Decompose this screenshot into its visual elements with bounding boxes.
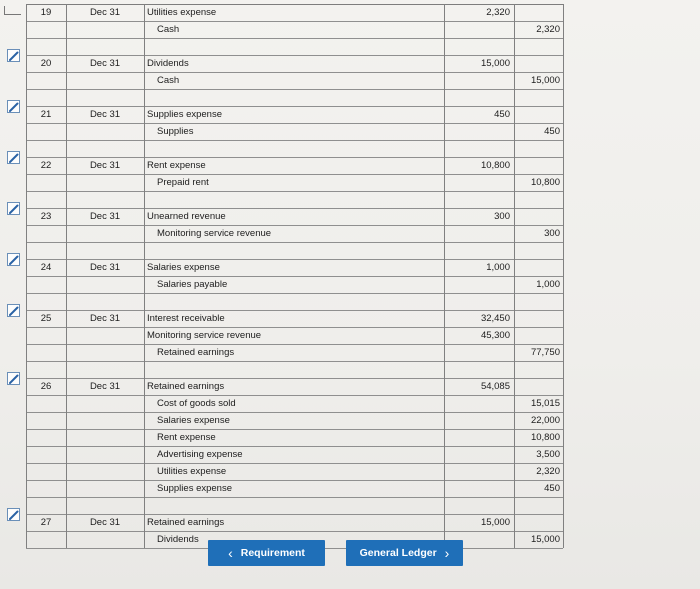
entry-date[interactable]: Dec 31 xyxy=(89,7,121,18)
credit-field[interactable] xyxy=(514,56,563,72)
debit-field[interactable] xyxy=(444,124,514,140)
debit-field[interactable] xyxy=(444,498,514,514)
entry-date-empty[interactable] xyxy=(66,413,144,429)
table-row xyxy=(26,107,563,124)
entry-number: 21 xyxy=(40,109,52,120)
column-divider xyxy=(26,4,27,548)
debit-field[interactable] xyxy=(444,413,514,429)
entry-date-empty[interactable] xyxy=(66,294,144,310)
entry-number-empty xyxy=(26,22,66,38)
check-icon xyxy=(7,100,20,113)
credit-field[interactable]: 450 xyxy=(544,126,560,137)
entry-number-empty xyxy=(26,430,66,446)
credit-field[interactable]: 1,000 xyxy=(536,279,560,290)
debit-field[interactable] xyxy=(444,192,514,208)
journal-entry xyxy=(26,209,563,260)
entry-date-empty[interactable] xyxy=(66,498,144,514)
entry-date-empty[interactable] xyxy=(66,192,144,208)
account-field[interactable]: Utilities expense xyxy=(157,466,227,477)
entry-number-empty xyxy=(26,277,66,293)
entry-date-empty[interactable] xyxy=(66,464,144,480)
table-row xyxy=(26,447,563,464)
journal-entry xyxy=(26,107,563,158)
debit-field[interactable] xyxy=(444,39,514,55)
account-field[interactable]: Rent expense xyxy=(147,160,206,171)
credit-field[interactable]: 2,320 xyxy=(536,24,560,35)
credit-field[interactable]: 22,000 xyxy=(530,415,560,426)
account-field[interactable] xyxy=(144,294,444,310)
entry-number-empty xyxy=(26,345,66,361)
account-field[interactable] xyxy=(144,498,444,514)
requirement-button[interactable] xyxy=(208,540,325,566)
debit-field[interactable]: 32,450 xyxy=(480,313,510,324)
entry-date[interactable]: Dec 31 xyxy=(89,160,121,171)
debit-field[interactable] xyxy=(444,294,514,310)
credit-field[interactable]: 2,320 xyxy=(536,466,560,477)
credit-field[interactable] xyxy=(514,379,563,395)
account-field[interactable]: Supplies xyxy=(157,126,194,137)
entry-number: 20 xyxy=(40,58,52,69)
account-field[interactable]: Retained earnings xyxy=(147,381,225,392)
table-row xyxy=(26,56,563,73)
entry-number-empty xyxy=(26,90,66,106)
entry-date-empty[interactable] xyxy=(66,39,144,55)
table-row xyxy=(26,90,563,107)
debit-field[interactable] xyxy=(444,464,514,480)
account-field[interactable] xyxy=(144,192,444,208)
account-field[interactable]: Rent expense xyxy=(157,432,216,443)
credit-field[interactable] xyxy=(514,192,563,208)
table-row xyxy=(26,413,563,430)
entry-number-empty xyxy=(26,175,66,191)
account-field[interactable] xyxy=(144,362,444,378)
debit-field[interactable] xyxy=(444,90,514,106)
entry-number-empty xyxy=(26,532,66,548)
account-field[interactable] xyxy=(144,39,444,55)
entry-date-empty[interactable] xyxy=(66,447,144,463)
entry-date[interactable]: Dec 31 xyxy=(89,517,121,528)
table-row xyxy=(26,22,563,39)
debit-field[interactable] xyxy=(444,175,514,191)
account-field[interactable]: Retained earnings xyxy=(147,517,225,528)
table-row xyxy=(26,73,563,90)
debit-field[interactable]: 450 xyxy=(494,109,510,120)
account-field[interactable]: Prepaid rent xyxy=(157,177,209,188)
credit-field[interactable]: 10,800 xyxy=(530,432,560,443)
entry-number-empty xyxy=(26,192,66,208)
entry-date-empty[interactable] xyxy=(66,226,144,242)
account-field[interactable]: Salaries expense xyxy=(157,415,230,426)
account-field[interactable]: Dividends xyxy=(147,58,189,69)
column-divider xyxy=(66,4,67,548)
check-icon xyxy=(7,49,20,62)
debit-field[interactable] xyxy=(444,345,514,361)
account-field[interactable]: Dividends xyxy=(157,534,199,545)
entry-number-empty xyxy=(26,464,66,480)
account-field[interactable]: Unearned revenue xyxy=(147,211,226,222)
credit-field[interactable]: 3,500 xyxy=(536,449,560,460)
check-icon xyxy=(7,372,20,385)
table-row xyxy=(26,124,563,141)
check-icon xyxy=(7,508,20,521)
entry-date-empty[interactable] xyxy=(66,141,144,157)
entry-number-empty xyxy=(26,498,66,514)
debit-field[interactable] xyxy=(444,362,514,378)
account-field[interactable] xyxy=(144,90,444,106)
debit-field[interactable]: 10,800 xyxy=(480,160,510,171)
account-field[interactable]: Cash xyxy=(157,75,180,86)
debit-field[interactable] xyxy=(444,226,514,242)
entry-date-empty[interactable] xyxy=(66,90,144,106)
credit-field[interactable] xyxy=(514,498,563,514)
debit-field[interactable]: 1,000 xyxy=(486,262,510,273)
entry-date[interactable]: Dec 31 xyxy=(89,262,121,273)
debit-field[interactable] xyxy=(444,481,514,497)
account-field[interactable]: Retained earnings xyxy=(157,347,235,358)
table-row xyxy=(26,39,563,56)
column-divider xyxy=(144,4,145,548)
table-row xyxy=(26,5,563,22)
entry-number-empty xyxy=(26,328,66,344)
debit-field[interactable]: 2,320 xyxy=(486,7,510,18)
table-row xyxy=(26,515,563,532)
table-row xyxy=(26,464,563,481)
entry-number: 24 xyxy=(40,262,52,273)
entry-date-empty[interactable] xyxy=(66,532,144,548)
entry-number-empty xyxy=(26,481,66,497)
table-row xyxy=(26,328,563,345)
journal-entry xyxy=(26,311,563,379)
table-row xyxy=(26,226,563,243)
account-field[interactable]: Monitoring service revenue xyxy=(147,330,262,341)
column-divider xyxy=(514,4,515,548)
check-icon xyxy=(7,253,20,266)
debit-field[interactable]: 45,300 xyxy=(480,330,510,341)
debit-field[interactable] xyxy=(444,430,514,446)
debit-field[interactable] xyxy=(444,277,514,293)
table-row xyxy=(26,498,563,515)
table-row xyxy=(26,294,563,311)
table-row xyxy=(26,277,563,294)
general-ledger-button-label: General Ledger xyxy=(359,547,437,559)
table-row xyxy=(26,158,563,175)
account-field[interactable] xyxy=(144,243,444,259)
table-row xyxy=(26,362,563,379)
table-row xyxy=(26,260,563,277)
entry-number: 23 xyxy=(40,211,52,222)
credit-field[interactable] xyxy=(514,90,563,106)
entry-date[interactable]: Dec 31 xyxy=(89,313,121,324)
credit-field[interactable] xyxy=(514,294,563,310)
credit-field[interactable] xyxy=(514,243,563,259)
entry-date-empty[interactable] xyxy=(66,175,144,191)
table-row xyxy=(26,345,563,362)
entry-date-empty[interactable] xyxy=(66,73,144,89)
check-icon xyxy=(7,304,20,317)
credit-field[interactable] xyxy=(514,328,563,344)
credit-field[interactable] xyxy=(514,141,563,157)
requirement-button-label: Requirement xyxy=(240,547,305,559)
entry-date-empty[interactable] xyxy=(66,430,144,446)
entry-date[interactable]: Dec 31 xyxy=(89,211,121,222)
journal-entry xyxy=(26,56,563,107)
entry-number-empty xyxy=(26,294,66,310)
table-row xyxy=(26,243,563,260)
entry-date-empty[interactable] xyxy=(66,396,144,412)
credit-field[interactable] xyxy=(514,362,563,378)
entry-number-empty xyxy=(26,39,66,55)
credit-field[interactable] xyxy=(514,5,563,21)
debit-field[interactable] xyxy=(444,396,514,412)
table-row xyxy=(26,379,563,396)
table-row xyxy=(26,396,563,413)
journal-entry xyxy=(26,260,563,311)
chevron-left-icon: ‹ xyxy=(228,545,233,561)
check-icon xyxy=(7,202,20,215)
entry-date-empty[interactable] xyxy=(66,124,144,140)
account-field[interactable]: Salaries payable xyxy=(157,279,228,290)
table-row xyxy=(26,141,563,158)
table-row xyxy=(26,192,563,209)
journal-entry xyxy=(26,158,563,209)
table-row xyxy=(26,311,563,328)
account-field[interactable]: Advertising expense xyxy=(157,449,243,460)
account-field[interactable]: Monitoring service revenue xyxy=(157,228,272,239)
entry-number: 19 xyxy=(40,7,52,18)
credit-field[interactable]: 450 xyxy=(544,483,560,494)
entry-number: 26 xyxy=(40,381,52,392)
debit-field[interactable] xyxy=(444,447,514,463)
credit-field[interactable] xyxy=(514,39,563,55)
credit-field[interactable]: 77,750 xyxy=(530,347,560,358)
entry-number-empty xyxy=(26,396,66,412)
credit-field[interactable] xyxy=(514,158,563,174)
account-field[interactable]: Salaries expense xyxy=(147,262,220,273)
entry-number: 22 xyxy=(40,160,52,171)
entry-number: 27 xyxy=(40,517,52,528)
entry-date[interactable]: Dec 31 xyxy=(89,58,121,69)
column-divider xyxy=(444,4,445,548)
check-icon xyxy=(7,151,20,164)
credit-field[interactable] xyxy=(514,311,563,327)
journal-entry xyxy=(26,5,563,56)
entry-date-empty[interactable] xyxy=(66,277,144,293)
journal-entry xyxy=(26,379,563,515)
entry-number-empty xyxy=(26,413,66,429)
column-divider xyxy=(563,4,564,548)
debit-field[interactable]: 15,000 xyxy=(480,58,510,69)
entry-date-empty[interactable] xyxy=(66,328,144,344)
entry-date[interactable]: Dec 31 xyxy=(89,109,121,120)
entry-date-empty[interactable] xyxy=(66,243,144,259)
entry-date[interactable]: Dec 31 xyxy=(89,381,121,392)
table-row xyxy=(26,430,563,447)
entry-number-empty xyxy=(26,362,66,378)
entry-date-empty[interactable] xyxy=(66,481,144,497)
account-field[interactable]: Supplies expense xyxy=(147,109,222,120)
debit-field[interactable] xyxy=(444,73,514,89)
table-row xyxy=(26,209,563,226)
debit-field[interactable]: 54,085 xyxy=(480,381,510,392)
entry-number-empty xyxy=(26,124,66,140)
debit-field[interactable]: 15,000 xyxy=(480,517,510,528)
general-ledger-button[interactable] xyxy=(346,540,463,566)
credit-field[interactable]: 15,000 xyxy=(530,534,560,545)
corner-mark xyxy=(4,6,21,15)
chevron-right-icon: › xyxy=(444,545,450,561)
account-field[interactable]: Cash xyxy=(157,24,180,35)
entry-number: 25 xyxy=(40,313,52,324)
journal-table xyxy=(26,4,563,549)
entry-date-empty[interactable] xyxy=(66,362,144,378)
entry-number-empty xyxy=(26,141,66,157)
entry-number-empty xyxy=(26,73,66,89)
entry-number-empty xyxy=(26,226,66,242)
account-field[interactable]: Interest receivable xyxy=(147,313,225,324)
credit-field[interactable] xyxy=(514,515,563,531)
credit-field[interactable]: 15,000 xyxy=(530,75,560,86)
account-field[interactable] xyxy=(144,141,444,157)
account-field[interactable]: Utilities expense xyxy=(147,7,217,18)
debit-field[interactable] xyxy=(444,22,514,38)
account-field[interactable]: Supplies expense xyxy=(157,483,232,494)
credit-field[interactable] xyxy=(514,107,563,123)
credit-field[interactable] xyxy=(514,209,563,225)
table-row xyxy=(26,175,563,192)
credit-field[interactable]: 15,015 xyxy=(530,398,560,409)
debit-field[interactable] xyxy=(444,141,514,157)
credit-field[interactable]: 300 xyxy=(544,228,560,239)
credit-field[interactable]: 10,800 xyxy=(530,177,560,188)
entry-date-empty[interactable] xyxy=(66,345,144,361)
debit-field[interactable] xyxy=(444,243,514,259)
entry-number-empty xyxy=(26,243,66,259)
table-row xyxy=(26,481,563,498)
credit-field[interactable] xyxy=(514,260,563,276)
debit-field[interactable]: 300 xyxy=(494,211,510,222)
entry-date-empty[interactable] xyxy=(66,22,144,38)
account-field[interactable]: Cost of goods sold xyxy=(157,398,236,409)
entry-number-empty xyxy=(26,447,66,463)
